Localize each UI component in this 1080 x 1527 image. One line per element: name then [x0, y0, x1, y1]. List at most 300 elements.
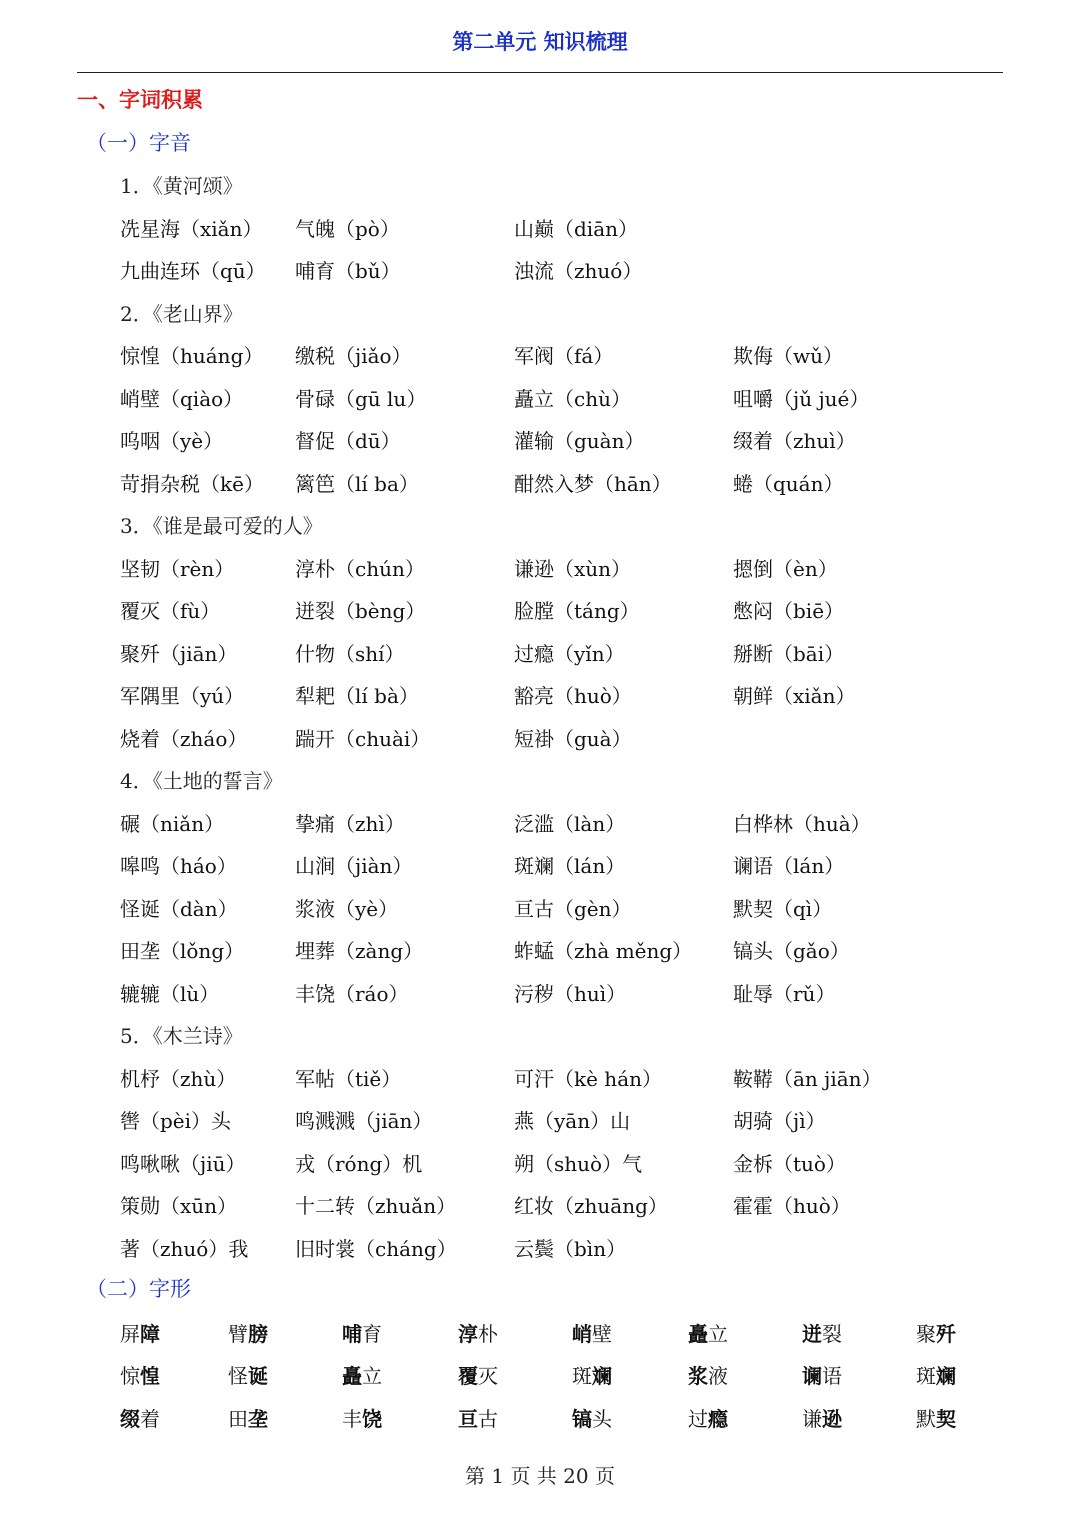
- pinyin-text: （wǔ）: [773, 344, 843, 368]
- pinyin-text: （huáng）: [160, 344, 264, 368]
- word-item: [295, 893, 398, 922]
- glyph-char: 镐: [572, 1406, 592, 1431]
- word-text: 督促: [295, 429, 335, 453]
- word-item: [295, 340, 412, 369]
- glyph-char: 覆: [458, 1364, 478, 1388]
- pinyin-text: （yān）: [534, 1109, 611, 1133]
- word-row: [0, 340, 1080, 370]
- glyph-char: 聚: [916, 1321, 936, 1346]
- word-item: [120, 935, 244, 964]
- word-text: 十二转: [295, 1194, 355, 1218]
- word-text: 军帖: [295, 1066, 335, 1091]
- word-suffix: 气: [622, 1151, 643, 1176]
- word-suffix: 机: [402, 1151, 423, 1176]
- word-text: 军隅里: [120, 684, 180, 708]
- glyph-char: 裂: [822, 1321, 842, 1346]
- word-text: 埋葬: [295, 939, 335, 963]
- word-text: 燕: [514, 1109, 534, 1133]
- word-item: [733, 638, 844, 667]
- word-text: 鞍鞯: [733, 1066, 773, 1091]
- pinyin-text: （kè hán）: [554, 1066, 662, 1091]
- word-item: [514, 1233, 626, 1262]
- word-item: [514, 1148, 642, 1177]
- word-text: 矗立: [514, 386, 554, 411]
- word-item: [120, 595, 220, 624]
- pinyin-text: （zháo）: [160, 726, 248, 751]
- word-row: [0, 723, 1080, 753]
- word-item: [295, 1190, 456, 1219]
- word-item: [295, 808, 405, 837]
- lesson-title: 4．《土地的誓言》: [120, 769, 283, 793]
- pinyin-text: （bèng）: [335, 599, 426, 623]
- word-item: [120, 638, 237, 667]
- pinyin-text: （yè）: [335, 896, 399, 921]
- glyph-char: 过: [688, 1406, 708, 1431]
- word-text: 可汗: [514, 1066, 554, 1091]
- pinyin-text: （pò）: [335, 216, 400, 241]
- word-text: 篱笆: [295, 471, 335, 496]
- word-text: 胡骑: [733, 1109, 773, 1133]
- word-item: [120, 340, 263, 369]
- pinyin-text: （xiǎn）: [773, 684, 856, 708]
- glyph-char: 头: [592, 1406, 612, 1431]
- glyph-char: 淳: [458, 1321, 478, 1346]
- subsection-title-glyph: （二）字形: [86, 1277, 191, 1301]
- lesson-title: 5．《木兰诗》: [120, 1024, 243, 1048]
- word-item: [295, 468, 419, 497]
- word-text: 豁亮: [514, 684, 554, 708]
- word-item: [120, 553, 234, 582]
- word-item: [120, 808, 224, 837]
- glyph-char: 着: [140, 1406, 160, 1431]
- word-item: [120, 255, 266, 284]
- word-text: 骨碌: [295, 386, 335, 411]
- pinyin-text: （rǔ）: [773, 981, 836, 1006]
- pinyin-text: （zàng）: [335, 939, 424, 963]
- pinyin-text: （fù）: [160, 599, 221, 623]
- word-item: [514, 340, 613, 369]
- glyph-char: 膀: [248, 1321, 268, 1346]
- word-text: 短褂: [514, 726, 554, 751]
- glyph-char: 朴: [478, 1321, 498, 1346]
- word-text: 丰饶: [295, 981, 335, 1006]
- word-text: 机杼: [120, 1066, 160, 1091]
- glyph-word: [688, 1360, 728, 1389]
- glyph-char: 默: [916, 1406, 936, 1431]
- glyph-char: 诞: [248, 1364, 268, 1388]
- word-text: 冼星海: [120, 216, 180, 241]
- pinyin-text: （xùn）: [554, 556, 632, 581]
- glyph-word: [458, 1403, 498, 1432]
- pinyin-text: （tuò）: [773, 1151, 846, 1176]
- pinyin-text: （lán）: [773, 854, 845, 878]
- pinyin-text: （cháng）: [355, 1236, 457, 1261]
- word-item: [733, 383, 869, 412]
- pinyin-text: （kē）: [200, 471, 264, 496]
- word-text: 碾: [120, 811, 140, 836]
- word-text: 咀嚼: [733, 386, 773, 411]
- word-row: [0, 680, 1080, 710]
- word-row: [0, 1105, 1080, 1135]
- word-text: 呜咽: [120, 429, 160, 453]
- pinyin-text: （huò）: [554, 684, 632, 708]
- word-item: [514, 425, 645, 454]
- word-text: 酣然入梦: [514, 471, 594, 496]
- glyph-char: 矗: [688, 1321, 708, 1346]
- word-item: [514, 680, 632, 709]
- glyph-word: [688, 1318, 728, 1347]
- glyph-row: [0, 1360, 1080, 1390]
- word-item: [733, 893, 832, 922]
- word-item: [514, 1063, 662, 1092]
- word-item: [295, 425, 401, 454]
- pinyin-text: （diān）: [554, 216, 639, 241]
- word-item: [295, 850, 412, 879]
- pinyin-text: （lǒng）: [160, 939, 245, 963]
- pinyin-text: （háo）: [160, 854, 237, 878]
- word-row: [0, 468, 1080, 498]
- glyph-char: 丰: [342, 1406, 362, 1431]
- word-row: [0, 255, 1080, 285]
- word-text: 谦逊: [514, 556, 554, 581]
- word-text: 什物: [295, 641, 335, 666]
- word-row: [0, 1233, 1080, 1263]
- pinyin-text: （bāi）: [773, 641, 845, 666]
- word-text: 惊惶: [120, 344, 160, 368]
- word-text: 戎: [295, 1151, 315, 1176]
- word-text: 斑斓: [514, 854, 554, 878]
- word-text: 军阀: [514, 344, 554, 368]
- glyph-word: [916, 1318, 956, 1347]
- pinyin-text: （chù）: [554, 386, 631, 411]
- word-text: 泛滥: [514, 811, 554, 836]
- pinyin-text: （hān）: [594, 471, 672, 496]
- word-item: [514, 638, 625, 667]
- word-text: 霍霍: [733, 1194, 773, 1218]
- pinyin-text: （róng）: [315, 1151, 403, 1176]
- word-row: [0, 553, 1080, 583]
- word-item: [295, 1233, 457, 1262]
- word-text: 踹开: [295, 726, 335, 751]
- word-item: [295, 553, 425, 582]
- word-text: 浊流: [514, 259, 554, 283]
- glyph-char: 古: [478, 1406, 498, 1431]
- word-item: [733, 1148, 846, 1177]
- word-text: 聚歼: [120, 641, 160, 666]
- pinyin-text: （táng）: [554, 599, 640, 623]
- glyph-char: 斓: [592, 1364, 612, 1388]
- word-item: [733, 680, 855, 709]
- word-item: [514, 595, 640, 624]
- pinyin-text: （chuài）: [335, 726, 431, 751]
- glyph-char: 契: [936, 1406, 956, 1431]
- glyph-word: [802, 1403, 842, 1432]
- glyph-char: 惶: [140, 1364, 160, 1388]
- pinyin-text: （èn）: [773, 556, 838, 581]
- word-item: [120, 1233, 248, 1262]
- word-text: 欺侮: [733, 344, 773, 368]
- glyph-char: 屏: [120, 1321, 140, 1346]
- word-text: 哺育: [295, 259, 335, 283]
- glyph-char: 障: [140, 1321, 160, 1346]
- pinyin-text: （shuò）: [534, 1151, 623, 1176]
- word-text: 气魄: [295, 216, 335, 241]
- page-footer: 第 1 页 共 20 页: [465, 1464, 615, 1488]
- word-item: [295, 255, 401, 284]
- glyph-char: 哺: [342, 1321, 362, 1346]
- word-item: [733, 1063, 882, 1092]
- word-item: [120, 1063, 236, 1092]
- word-text: 亘古: [514, 896, 554, 921]
- pinyin-text: （pèi）: [140, 1109, 212, 1133]
- word-text: 迸裂: [295, 599, 335, 623]
- word-item: [120, 1105, 231, 1134]
- word-item: [514, 1105, 630, 1134]
- word-text: 犁耙: [295, 684, 335, 708]
- glyph-word: [688, 1403, 728, 1432]
- word-item: [733, 425, 856, 454]
- word-text: 白桦林: [733, 811, 793, 836]
- pinyin-text: （guàn）: [554, 429, 645, 453]
- pinyin-text: （yú）: [180, 684, 245, 708]
- word-item: [514, 808, 625, 837]
- glyph-char: 亘: [458, 1406, 478, 1431]
- word-text: 谰语: [733, 854, 773, 878]
- word-text: 辘辘: [120, 981, 160, 1006]
- glyph-char: 壁: [592, 1321, 612, 1346]
- pinyin-text: （chún）: [335, 556, 425, 581]
- word-text: 金柝: [733, 1151, 773, 1176]
- glyph-char: 谰: [802, 1364, 822, 1388]
- word-item: [120, 893, 238, 922]
- glyph-word: [458, 1318, 498, 1347]
- word-text: 嗥鸣: [120, 854, 160, 878]
- subsection-title-pronunciation: （一）字音: [86, 131, 191, 155]
- glyph-char: 缀: [120, 1406, 140, 1431]
- glyph-row: [0, 1318, 1080, 1348]
- word-text: 辔: [120, 1109, 140, 1133]
- pinyin-text: （dū）: [335, 429, 401, 453]
- glyph-char: 育: [362, 1321, 382, 1346]
- word-item: [295, 1148, 422, 1177]
- word-row: [0, 638, 1080, 668]
- pinyin-text: （jiān）: [355, 1109, 433, 1133]
- lesson-title: 3．《谁是最可爱的人》: [120, 514, 323, 538]
- pinyin-text: （huò）: [773, 1194, 851, 1218]
- header-divider: [77, 72, 1003, 73]
- word-item: [120, 680, 244, 709]
- word-item: [733, 978, 835, 1007]
- glyph-char: 迸: [802, 1321, 822, 1346]
- pinyin-text: （ān jiān）: [773, 1066, 882, 1091]
- word-text: 九曲连环: [120, 259, 200, 283]
- pinyin-text: （quán）: [753, 471, 844, 496]
- word-item: [514, 978, 626, 1007]
- word-row: [0, 850, 1080, 880]
- word-text: 著: [120, 1236, 140, 1261]
- glyph-char: 逊: [822, 1406, 842, 1431]
- word-item: [733, 553, 838, 582]
- word-text: 灌输: [514, 429, 554, 453]
- glyph-word: [802, 1360, 842, 1389]
- word-text: 掰断: [733, 641, 773, 666]
- pinyin-text: （zhuāng）: [554, 1194, 668, 1218]
- pinyin-text: （gǎo）: [773, 939, 850, 963]
- word-row: [0, 808, 1080, 838]
- word-item: [295, 723, 430, 752]
- word-item: [120, 723, 247, 752]
- word-row: [0, 425, 1080, 455]
- pinyin-text: （bìn）: [554, 1236, 627, 1261]
- word-row: [0, 595, 1080, 625]
- glyph-word: [228, 1360, 268, 1389]
- pinyin-text: （huì）: [554, 981, 627, 1006]
- glyph-char: 臂: [228, 1321, 248, 1346]
- section-title: 一、字词积累: [77, 88, 203, 112]
- word-row: [0, 1063, 1080, 1093]
- word-item: [514, 383, 631, 412]
- pinyin-text: （qiào）: [160, 386, 244, 411]
- word-text: 镐头: [733, 939, 773, 963]
- word-text: 蚱蜢: [514, 939, 554, 963]
- pinyin-text: （zhuó）: [140, 1236, 229, 1261]
- word-item: [514, 213, 638, 242]
- pinyin-text: （shí）: [335, 641, 405, 666]
- pinyin-text: （zhuó）: [554, 259, 643, 283]
- pinyin-text: （jiàn）: [335, 854, 413, 878]
- pinyin-text: （jiān）: [160, 641, 238, 666]
- word-row: [0, 893, 1080, 923]
- glyph-row: [0, 1403, 1080, 1433]
- glyph-char: 怪: [228, 1364, 248, 1388]
- word-text: 摁倒: [733, 556, 773, 581]
- pinyin-text: （niǎn）: [140, 811, 225, 836]
- pinyin-text: （zhì）: [335, 811, 405, 836]
- glyph-word: [572, 1403, 612, 1432]
- glyph-char: 立: [362, 1364, 382, 1388]
- word-item: [514, 723, 632, 752]
- word-item: [733, 808, 871, 837]
- glyph-word: [120, 1360, 160, 1389]
- word-item: [514, 935, 692, 964]
- word-text: 苛捐杂税: [120, 471, 200, 496]
- word-item: [514, 553, 631, 582]
- pinyin-text: （lí ba）: [335, 471, 419, 496]
- glyph-word: [572, 1360, 612, 1389]
- word-item: [514, 255, 642, 284]
- pinyin-text: （zhù）: [160, 1066, 237, 1091]
- word-row: [0, 213, 1080, 243]
- pinyin-text: （huà）: [793, 811, 871, 836]
- glyph-char: 田: [228, 1406, 248, 1431]
- page-title: 第二单元 知识梳理: [452, 30, 628, 54]
- pinyin-text: （lí bà）: [335, 684, 419, 708]
- word-item: [514, 850, 625, 879]
- word-row: [0, 935, 1080, 965]
- pinyin-text: （ráo）: [335, 981, 409, 1006]
- pinyin-text: （qū）: [200, 259, 266, 283]
- word-item: [733, 468, 844, 497]
- glyph-char: 斑: [916, 1364, 936, 1388]
- word-text: 鸣溅溅: [295, 1109, 355, 1133]
- glyph-char: 惊: [120, 1364, 140, 1388]
- pinyin-text: （xūn）: [160, 1194, 238, 1218]
- word-text: 坚韧: [120, 556, 160, 581]
- glyph-word: [228, 1318, 268, 1347]
- pinyin-text: （zhuǎn）: [355, 1194, 457, 1218]
- glyph-char: 灭: [478, 1364, 498, 1388]
- word-item: [733, 1105, 826, 1134]
- glyph-char: 斓: [936, 1364, 956, 1388]
- word-item: [295, 383, 426, 412]
- word-text: 旧时裳: [295, 1236, 355, 1261]
- pinyin-text: （bǔ）: [335, 259, 401, 283]
- word-text: 怪诞: [120, 896, 160, 921]
- word-row: [0, 1190, 1080, 1220]
- pinyin-text: （lán）: [554, 854, 626, 878]
- glyph-word: [458, 1360, 498, 1389]
- word-text: 烧着: [120, 726, 160, 751]
- word-item: [120, 978, 219, 1007]
- word-text: 浆液: [295, 896, 335, 921]
- lesson-title: 2．《老山界》: [120, 301, 243, 326]
- word-item: [733, 595, 844, 624]
- pinyin-text: （yè）: [160, 429, 224, 453]
- word-text: 缴税: [295, 344, 335, 368]
- word-text: 脸膛: [514, 599, 554, 623]
- pinyin-text: （fá）: [554, 344, 614, 368]
- pinyin-text: （zhuì）: [773, 429, 856, 453]
- pinyin-text: （jǔ jué）: [773, 386, 870, 411]
- word-item: [514, 1190, 668, 1219]
- word-suffix: 山: [610, 1109, 631, 1133]
- pinyin-text: （gū lu）: [335, 386, 427, 411]
- word-text: 策勋: [120, 1194, 160, 1218]
- glyph-word: [916, 1403, 956, 1432]
- word-text: 朔: [514, 1151, 534, 1176]
- pinyin-text: （yǐn）: [554, 641, 625, 666]
- pinyin-text: （rèn）: [160, 556, 235, 581]
- word-row: [0, 383, 1080, 413]
- word-text: 山涧: [295, 854, 335, 878]
- pinyin-text: （jiǎo）: [335, 344, 412, 368]
- glyph-word: [120, 1403, 160, 1432]
- glyph-word: [916, 1360, 956, 1389]
- pinyin-text: （jiū）: [180, 1151, 246, 1176]
- glyph-char: 斑: [572, 1364, 592, 1388]
- word-item: [120, 1190, 237, 1219]
- word-item: [120, 468, 264, 497]
- word-item: [733, 340, 843, 369]
- pinyin-text: （gèn）: [554, 896, 632, 921]
- word-text: 挚痛: [295, 811, 335, 836]
- word-text: 山巅: [514, 216, 554, 241]
- pinyin-text: （làn）: [554, 811, 626, 836]
- word-item: [120, 213, 262, 242]
- word-text: 蜷: [733, 471, 753, 496]
- word-item: [295, 1063, 401, 1092]
- word-item: [120, 425, 223, 454]
- glyph-word: [342, 1360, 382, 1389]
- pinyin-text: （guà）: [554, 726, 632, 751]
- word-text: 云鬓: [514, 1236, 554, 1261]
- word-text: 缀着: [733, 429, 773, 453]
- glyph-char: 歼: [936, 1321, 956, 1346]
- word-text: 默契: [733, 896, 773, 921]
- word-text: 覆灭: [120, 599, 160, 623]
- word-item: [514, 893, 632, 922]
- word-text: 憋闷: [733, 599, 773, 623]
